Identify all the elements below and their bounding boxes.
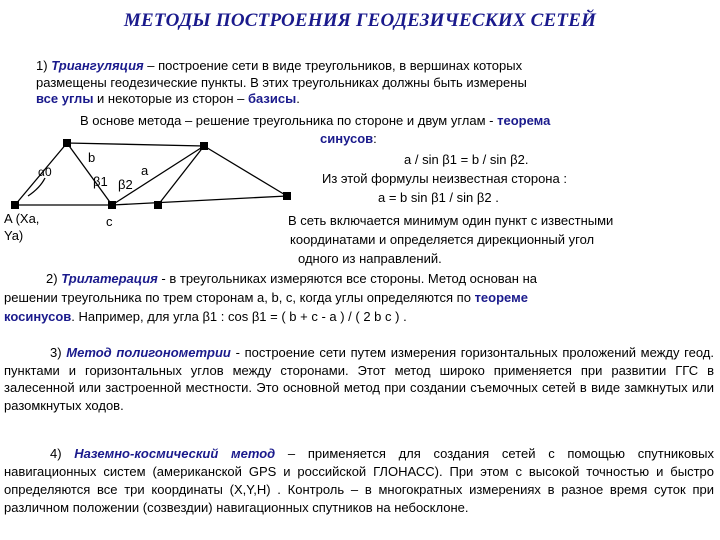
label-beta-2: β2	[118, 177, 133, 192]
trilateration-text-1: - в треугольниках измеряются все стороны. Метод основан на	[157, 271, 537, 286]
triangulation-mid-text: и некоторые из сторон –	[93, 91, 249, 106]
label-point-a-line-1: A (Xa,	[4, 211, 40, 226]
page-title: МЕТОДЫ ПОСТРОЕНИЯ ГЕОДЕЗИЧЕСКИХ СЕТЕЙ	[123, 10, 597, 31]
section-1-number: 1)	[36, 58, 48, 73]
section-4-number: 4)	[50, 446, 62, 461]
network-outline	[15, 143, 287, 205]
network-line-1: В сеть включается минимум один пункт с известными	[288, 213, 614, 228]
label-point-a-line-2: Ya)	[4, 228, 24, 243]
trilateration-line-3	[4, 309, 407, 325]
ground-space-text: – применяется для создания сетей с помощью спутниковых навигационных систем (американской GPS и российской ГЛОНАСС). При этом с высокой точностью и быстро определяются все три координаты (X,Y,H) . Контроль – в многократных измерениях в разное время суток при различном положении (созвездии) навигационных спутников на небосклоне.	[4, 446, 714, 515]
polygonometry-term: Метод полигонометрии	[66, 345, 231, 360]
triangulation-end: .	[296, 91, 300, 106]
station-point	[11, 201, 19, 209]
trilateration-text-2: решении треугольника по трем сторонам a, b, c, когда углы определяются по	[4, 290, 475, 305]
label-side-b: b	[88, 150, 96, 165]
triangulation-line-1-text: – построение сети в виде треугольников, в вершинах которых	[143, 58, 523, 73]
triangulation-line-2: размещены геодезические пункты. В этих треугольниках должны быть измерены	[36, 74, 527, 90]
trilateration-term: Трилатерация	[61, 271, 158, 286]
section-2-number: 2)	[46, 271, 58, 286]
polygonometry-text: - построение сети путем измерения горизонтальных проложений между геод. пунктами и горизонтальных углов между сторонами. Этот метод широко применяется при развитии ГГС в залесенной или застроенной местности. Это основной метод при создании съемочных сетей в виде замкнутых или разомкнутых ходов.	[4, 345, 714, 413]
sine-theorem-term: теорема	[497, 113, 551, 128]
station-point	[200, 142, 208, 150]
network-line-3: одного из направлений.	[298, 251, 442, 266]
formula-note: Из этой формулы неизвестная сторона :	[322, 171, 567, 186]
label-side-a: a	[141, 163, 149, 178]
station-point	[108, 201, 116, 209]
method-basis-text: В основе метода – решение треугольника по стороне и двум углам -	[80, 113, 498, 128]
trilateration-line-2	[4, 290, 528, 306]
triangle-side-a	[112, 146, 204, 205]
label-beta-1: β1	[93, 174, 108, 189]
sines-term: синусов	[320, 131, 374, 146]
sines-colon: :	[373, 131, 377, 146]
section-3-number: 3)	[50, 345, 62, 360]
station-point	[63, 139, 71, 147]
ground-space-term: Наземно-космический метод	[74, 446, 276, 461]
all-angles-term: все углы	[36, 91, 94, 106]
cosines-term: косинусов	[4, 309, 72, 324]
label-alpha: α0	[38, 165, 52, 179]
triangulation-term: Триангуляция	[51, 58, 144, 73]
trilateration-text-3: . Например, для угла β1 : cos β1 = ( b + c - a ) / ( 2 b c ) .	[71, 309, 407, 324]
sine-formula: a / sin β1 = b / sin β2.	[404, 152, 529, 167]
ground-space-paragraph	[4, 445, 714, 517]
network-line-2: координатами и определяется дирекционный угол	[290, 232, 595, 247]
triangle-side-2	[158, 146, 204, 205]
label-side-c: c	[106, 214, 113, 229]
cosine-theorem-term: теореме	[474, 290, 528, 305]
bases-term: базисы	[248, 91, 297, 106]
polygonometry-paragraph	[4, 344, 714, 414]
side-formula: a = b sin β1 / sin β2 .	[378, 190, 499, 205]
station-point	[154, 201, 162, 209]
base-line	[112, 196, 287, 205]
station-point	[283, 192, 291, 200]
trilateration-line-1	[46, 271, 537, 287]
